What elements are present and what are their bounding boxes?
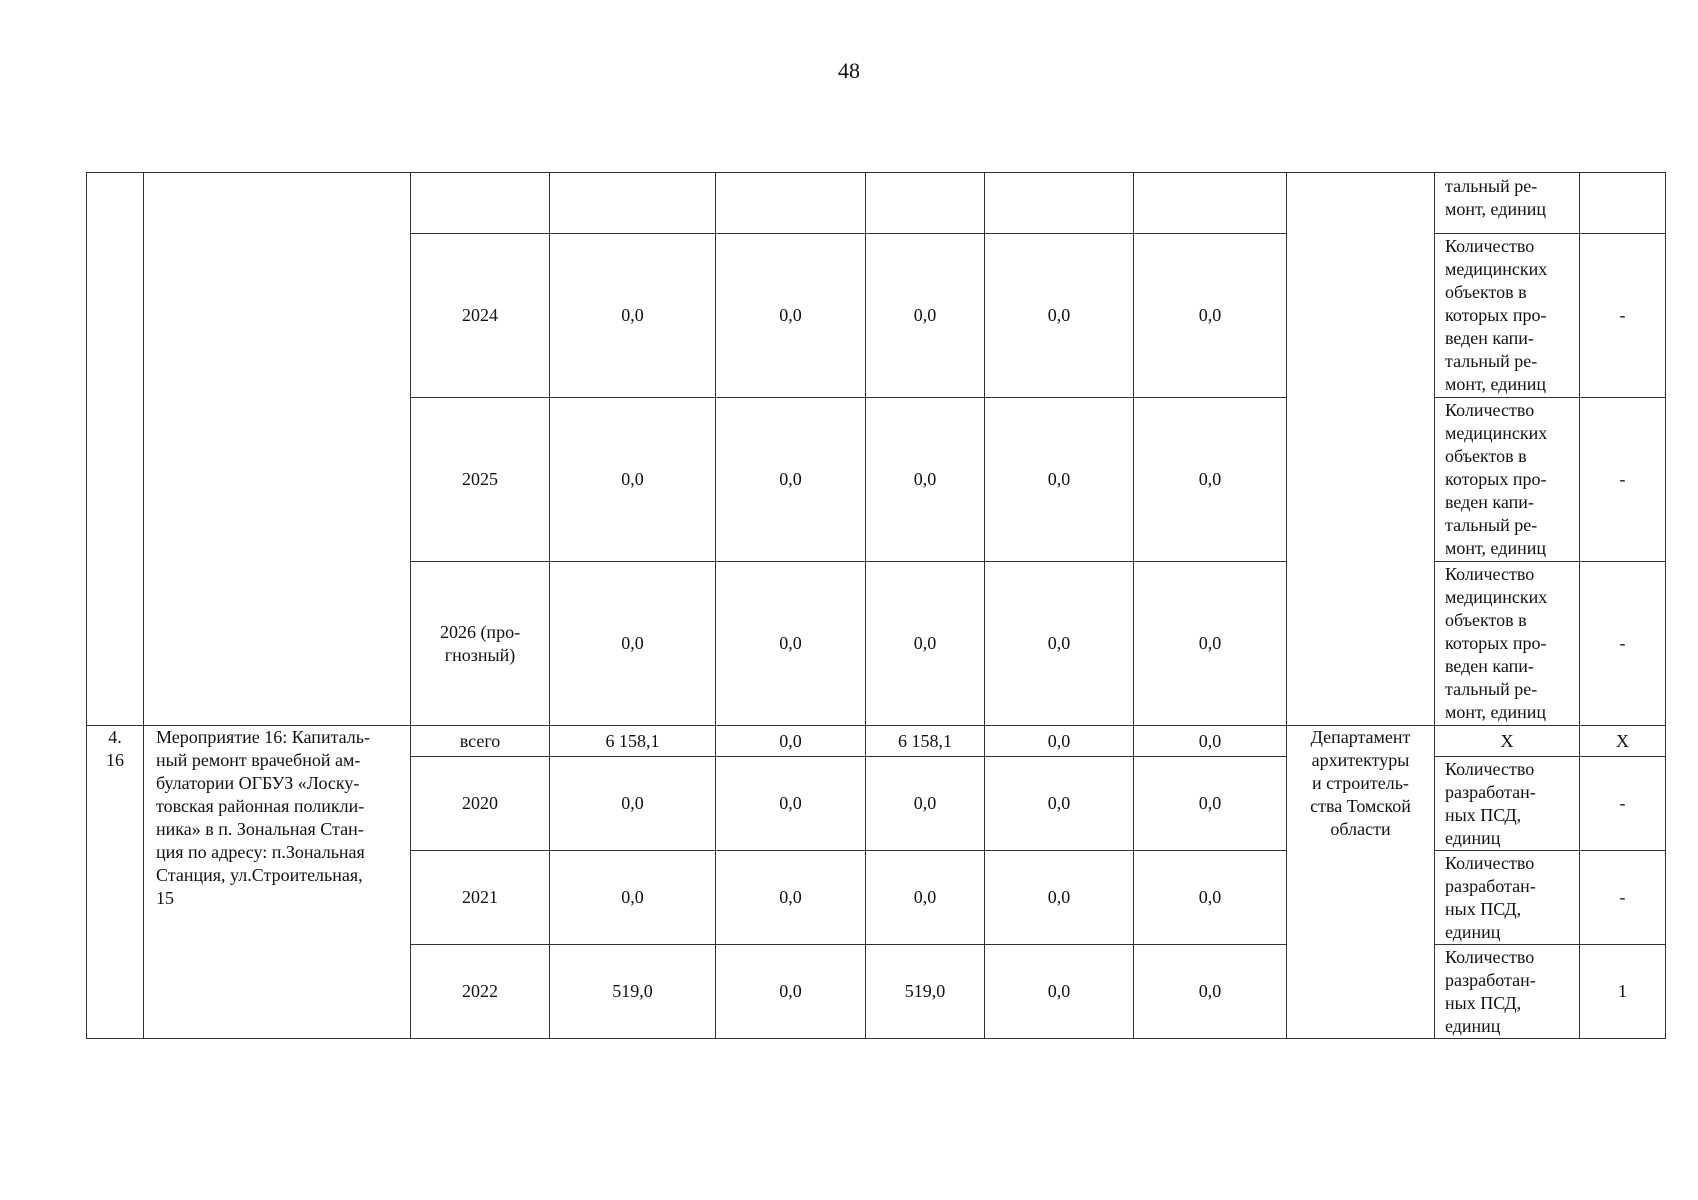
indicator-cell: тальный ре- монт, единиц (1435, 173, 1580, 234)
value-cell: 0,0 (1134, 945, 1287, 1039)
table-row (87, 726, 1666, 757)
value-cell: 0,0 (716, 851, 866, 945)
indicator-cell: Количество разработан- ных ПСД, единиц (1435, 945, 1580, 1039)
event-number: 4. 16 (87, 726, 144, 1039)
indicator-value-cell: Х (1580, 726, 1666, 757)
indicator-cell: Х (1435, 726, 1580, 757)
title-cell-continued (144, 173, 411, 726)
value-cell: 519,0 (550, 945, 716, 1039)
indicator-cell: Количество медицинских объектов в которых про- веден капи- тальный ре- монт, единиц (1435, 234, 1580, 398)
value-cell: 0,0 (866, 851, 985, 945)
value-cell: 0,0 (716, 234, 866, 398)
indicator-value-cell: - (1580, 234, 1666, 398)
value-cell: 519,0 (866, 945, 985, 1039)
value-cell: 0,0 (550, 562, 716, 726)
indicator-cell: Количество медицинских объектов в которых про- веден капи- тальный ре- монт, единиц (1435, 398, 1580, 562)
value-cell: 0,0 (716, 757, 866, 851)
value-cell: 0,0 (985, 851, 1134, 945)
value-cell: 0,0 (985, 562, 1134, 726)
value-cell: 0,0 (1134, 851, 1287, 945)
indicator-value-cell: - (1580, 851, 1666, 945)
value-cell: 0,0 (550, 851, 716, 945)
value-cell: 0,0 (716, 726, 866, 757)
value-cell: 0,0 (1134, 398, 1287, 562)
value-cell: 0,0 (866, 398, 985, 562)
indicator-value-cell: 1 (1580, 945, 1666, 1039)
value-cell: 0,0 (716, 398, 866, 562)
value-cell: 0,0 (985, 945, 1134, 1039)
year-cell: 2024 (411, 234, 550, 398)
value-cell: 0,0 (1134, 234, 1287, 398)
executor-cell: Департамент архитектуры и строитель- ства Томской области (1287, 726, 1435, 1039)
value-cell: 0,0 (866, 562, 985, 726)
value-cell: 0,0 (985, 234, 1134, 398)
page-number: 48 (838, 58, 860, 83)
value-cell: 0,0 (985, 398, 1134, 562)
indicator-value-cell: - (1580, 757, 1666, 851)
program-table (86, 172, 1666, 1039)
value-cell: 0,0 (1134, 757, 1287, 851)
event-title: Мероприятие 16: Капиталь- ный ремонт врачебной ам- булатории ОГБУЗ «Лоску- товская районная поликли- ника» в п. Зональная Стан- ция по адресу: п.Зональная Станция, ул.Строительная, 15 (144, 726, 411, 1039)
value-cell: 0,0 (550, 234, 716, 398)
value-cell: 0,0 (716, 562, 866, 726)
value-cell: 0,0 (1134, 562, 1287, 726)
indicator-cell: Количество медицинских объектов в которых про- веден капи- тальный ре- монт, единиц (1435, 562, 1580, 726)
table-row (87, 173, 1666, 234)
value-cell: 0,0 (985, 757, 1134, 851)
year-cell: 2022 (411, 945, 550, 1039)
value-cell: 6 158,1 (550, 726, 716, 757)
year-cell: 2026 (про- гнозный) (411, 562, 550, 726)
value-cell: 0,0 (866, 234, 985, 398)
indicator-cell: Количество разработан- ных ПСД, единиц (1435, 757, 1580, 851)
year-cell: всего (411, 726, 550, 757)
indicator-value-cell: - (1580, 398, 1666, 562)
value-cell: 6 158,1 (866, 726, 985, 757)
number-cell-continued (87, 173, 144, 726)
indicator-cell: Количество разработан- ных ПСД, единиц (1435, 851, 1580, 945)
year-cell: 2020 (411, 757, 550, 851)
value-cell: 0,0 (716, 945, 866, 1039)
value-cell: 0,0 (550, 757, 716, 851)
indicator-value-cell: - (1580, 562, 1666, 726)
value-cell: 0,0 (1134, 726, 1287, 757)
value-cell: 0,0 (985, 726, 1134, 757)
value-cell: 0,0 (550, 398, 716, 562)
year-cell: 2025 (411, 398, 550, 562)
year-cell: 2021 (411, 851, 550, 945)
value-cell: 0,0 (866, 757, 985, 851)
executor-cell-continued (1287, 173, 1435, 726)
